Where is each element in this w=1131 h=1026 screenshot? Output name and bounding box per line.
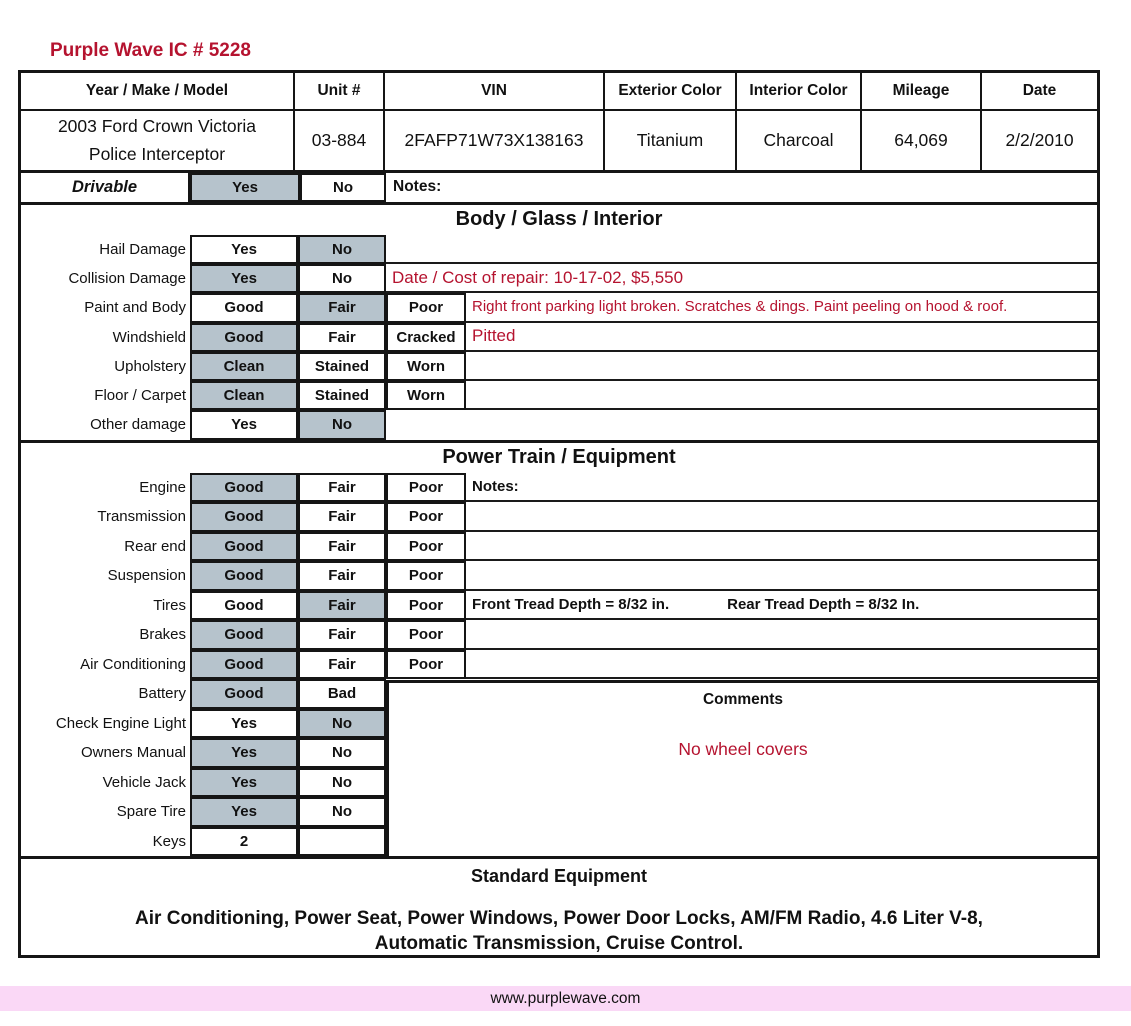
option-cell: Clean	[190, 381, 298, 410]
row-label: Check Engine Light	[55, 714, 186, 732]
option-cell: No	[298, 768, 386, 798]
vehicle-vin: 2FAFP71W73X138163	[385, 111, 605, 170]
option-cell: Good	[190, 502, 298, 532]
row-note	[466, 352, 1097, 381]
option-cell: Fair	[298, 473, 386, 503]
option-cell: No	[298, 709, 386, 739]
row-paint-and-body	[21, 293, 1097, 322]
option-cell: Poor	[386, 293, 466, 322]
row-label: Floor / Carpet	[94, 387, 186, 405]
vehicle-header-row	[21, 73, 1097, 111]
option-cell: Clean	[190, 352, 298, 381]
option-cell: Fair	[298, 293, 386, 322]
option-cell: Fair	[298, 502, 386, 532]
row-label: Paint and Body	[84, 299, 186, 317]
vehicle-year-make-model	[21, 111, 295, 170]
row-label: Tires	[153, 596, 186, 614]
row-label: Windshield	[112, 328, 186, 346]
option-cell: Yes	[190, 768, 298, 798]
option-cell: Good	[190, 591, 298, 621]
header-mileage: Mileage	[862, 73, 982, 109]
row-label: Hail Damage	[99, 240, 186, 258]
option-cell: Worn	[386, 381, 466, 410]
header-vin: VIN	[385, 73, 605, 109]
option-cell: Yes	[190, 709, 298, 739]
option-cell: Poor	[386, 502, 466, 532]
row-label: Other damage	[90, 416, 186, 434]
vehicle-year-make-model-line1: 2003 Ford Crown Victoria	[57, 116, 257, 137]
row-windshield	[21, 323, 1097, 352]
option-cell: Fair	[298, 620, 386, 650]
standard-equipment-line: Air Conditioning, Power Seat, Power Windows, Power Door Locks, AM/FM Radio, 4.6 Liter V-8,	[135, 908, 983, 930]
row-label: Spare Tire	[116, 803, 186, 821]
row-transmission	[21, 502, 1097, 532]
row-label: Drivable	[21, 173, 190, 202]
option-cell: Good	[190, 293, 298, 322]
option-cell: No	[298, 264, 386, 293]
rear-tread-depth: Rear Tread Depth = 8/32 In.	[727, 595, 920, 613]
header-year-make-model: Year / Make / Model	[21, 73, 295, 109]
body-rows	[21, 235, 1097, 440]
header-interior-color: Interior Color	[737, 73, 862, 109]
row-brakes	[21, 620, 1097, 650]
option-cell: Good	[190, 473, 298, 503]
row-collision-damage	[21, 264, 1097, 293]
row-air-conditioning	[21, 650, 1097, 680]
option-cell: Fair	[298, 591, 386, 621]
row-label: Air Conditioning	[80, 655, 186, 673]
tires-tread-note	[466, 591, 1097, 621]
vehicle-mileage: 64,069	[862, 111, 982, 170]
row-label: Keys	[152, 832, 186, 850]
row-note	[466, 502, 1097, 532]
standard-equipment-line: Automatic Transmission, Cruise Control.	[374, 933, 744, 955]
option-cell: Good	[190, 323, 298, 352]
option-cell: No	[300, 173, 386, 202]
option-cell: Yes	[190, 410, 298, 439]
option-cell: Bad	[298, 679, 386, 709]
option-cell: Fair	[298, 532, 386, 562]
row-note	[386, 410, 1097, 439]
inspection-form	[18, 70, 1100, 958]
comments-title: Comments	[702, 690, 784, 708]
option-cell: Fair	[298, 650, 386, 680]
option-cell: Poor	[386, 620, 466, 650]
front-tread-depth: Front Tread Depth = 8/32 in.	[472, 595, 670, 613]
row-note: Right front parking light broken. Scratches & dings. Paint peeling on hood & roof.	[466, 293, 1097, 322]
row-note	[466, 650, 1097, 680]
row-label: Transmission	[97, 508, 186, 526]
row-label: Vehicle Jack	[102, 773, 186, 791]
row-tires	[21, 591, 1097, 621]
keys-count-cell: 2	[190, 827, 298, 857]
row-label: Owners Manual	[80, 744, 186, 762]
row-label: Rear end	[124, 537, 186, 555]
option-cell: No	[298, 797, 386, 827]
option-cell: Poor	[386, 473, 466, 503]
option-cell: Poor	[386, 532, 466, 562]
vehicle-data-row	[21, 111, 1097, 173]
option-cell: Worn	[386, 352, 466, 381]
standard-equipment-title: Standard Equipment	[470, 866, 647, 887]
option-cell: Poor	[386, 650, 466, 680]
section-title: Power Train / Equipment	[442, 446, 676, 469]
option-cell: Poor	[386, 591, 466, 621]
option-cell: No	[298, 235, 386, 264]
option-cell: Stained	[298, 352, 386, 381]
footer-url-band	[0, 986, 1131, 1011]
option-cell: Fair	[298, 323, 386, 352]
vehicle-exterior-color: Titanium	[605, 111, 737, 170]
standard-equipment-section	[21, 859, 1097, 955]
row-engine	[21, 473, 1097, 503]
row-other-damage	[21, 410, 1097, 439]
row-label: Collision Damage	[68, 270, 186, 288]
option-cell: Yes	[190, 738, 298, 768]
header-exterior-color: Exterior Color	[605, 73, 737, 109]
option-cell: Good	[190, 532, 298, 562]
drivable-notes-label: Notes:	[393, 178, 442, 196]
option-cell: Good	[190, 620, 298, 650]
row-upholstery	[21, 352, 1097, 381]
row-note	[466, 561, 1097, 591]
option-cell: Yes	[190, 797, 298, 827]
vehicle-year-make-model-line2: Police Interceptor	[88, 144, 226, 165]
footer-url: www.purplewave.com	[490, 989, 641, 1007]
comments-text: No wheel covers	[678, 738, 808, 759]
row-rear-end	[21, 532, 1097, 562]
row-label: Suspension	[107, 567, 186, 585]
row-drivable	[21, 173, 1097, 205]
row-label: Battery	[138, 685, 186, 703]
option-cell: Fair	[298, 561, 386, 591]
row-note	[386, 235, 1097, 264]
option-cell: Good	[190, 679, 298, 709]
row-note	[466, 620, 1097, 650]
section-title: Body / Glass / Interior	[455, 208, 663, 231]
comments-box	[386, 680, 1097, 856]
body-glass-interior-section	[21, 205, 1097, 443]
header-date: Date	[1022, 81, 1057, 99]
row-suspension	[21, 561, 1097, 591]
row-label: Brakes	[139, 626, 186, 644]
row-note: Date / Cost of repair: 10-17-02, $5,550	[386, 264, 1097, 293]
option-cell: No	[298, 410, 386, 439]
row-note	[466, 532, 1097, 562]
page-title: Purple Wave IC # 5228	[50, 40, 252, 61]
vehicle-date: 2/2/2010	[1005, 130, 1074, 151]
option-cell: Yes	[190, 173, 300, 202]
row-hail-damage	[21, 235, 1097, 264]
header-unit-number: Unit #	[295, 73, 385, 109]
option-cell: Yes	[190, 264, 298, 293]
option-cell: No	[298, 738, 386, 768]
option-cell: Poor	[386, 561, 466, 591]
row-note: Pitted	[466, 323, 1097, 352]
row-floor-carpet	[21, 381, 1097, 410]
option-cell: Yes	[190, 235, 298, 264]
option-cell: Stained	[298, 381, 386, 410]
row-label: Engine	[139, 478, 186, 496]
option-cell: Cracked	[386, 323, 466, 352]
option-cell: Good	[190, 561, 298, 591]
empty-cell	[298, 827, 386, 857]
power-train-equipment-section	[21, 443, 1097, 859]
vehicle-interior-color: Charcoal	[737, 111, 862, 170]
power-notes-label: Notes:	[466, 473, 1097, 503]
row-note	[466, 381, 1097, 410]
vehicle-unit-number: 03-884	[295, 111, 385, 170]
option-cell: Good	[190, 650, 298, 680]
row-label: Upholstery	[114, 357, 186, 375]
